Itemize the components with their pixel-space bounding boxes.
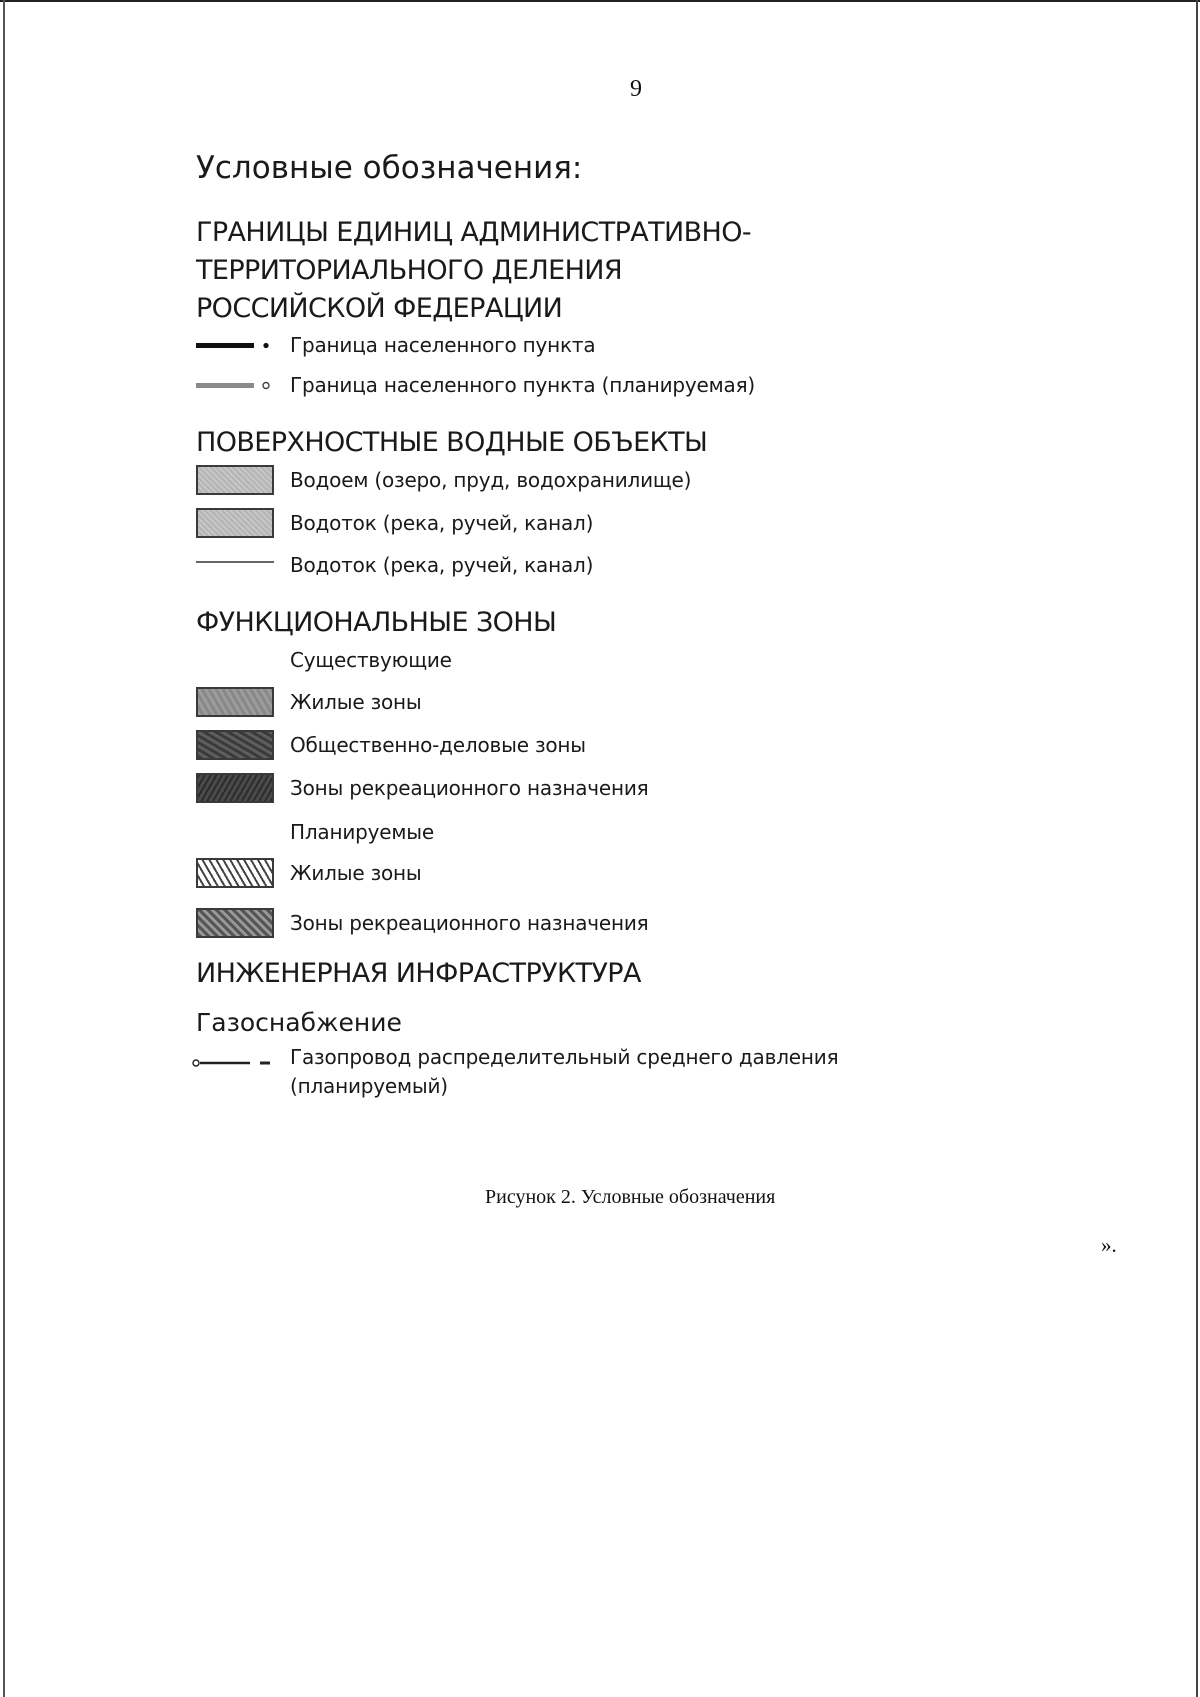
water-heading: ПОВЕРХНОСТНЫЕ ВОДНЫЕ ОБЪЕКТЫ — [196, 427, 708, 458]
recreation-zone-swatch-icon — [196, 773, 274, 803]
existing-zones-subheading: Существующие — [290, 648, 452, 672]
infrastructure-heading: ИНЖЕНЕРНАЯ ИНФРАСТРУКТУРА — [196, 958, 641, 989]
gas-supply-subheading: Газоснабжение — [196, 1008, 402, 1037]
watercourse-line-icon — [194, 556, 276, 568]
scan-top-edge — [0, 0, 1200, 2]
boundaries-heading-line1: ГРАНИЦЫ ЕДИНИЦ АДМИНИСТРАТИВНО- — [196, 217, 752, 248]
reservoir-label: Водоем (озеро, пруд, водохранилище) — [290, 468, 692, 492]
watercourse-line-label: Водоток (река, ручей, канал) — [290, 553, 594, 577]
page-number: 9 — [630, 76, 642, 102]
settlement-boundary-line-icon — [196, 337, 276, 355]
planned-residential-zone-label: Жилые зоны — [290, 861, 422, 885]
public-business-zone-swatch-icon — [196, 730, 274, 760]
planned-residential-zone-swatch-icon — [196, 858, 274, 888]
zones-heading: ФУНКЦИОНАЛЬНЫЕ ЗОНЫ — [196, 607, 557, 638]
recreation-zone-label: Зоны рекреационного назначения — [290, 776, 649, 800]
figure-caption: Рисунок 2. Условные обозначения — [485, 1186, 776, 1208]
gas-pipeline-label-line2: (планируемый) — [290, 1074, 448, 1098]
reservoir-swatch-icon — [196, 465, 274, 495]
planned-settlement-boundary-line-icon — [196, 377, 276, 395]
gas-pipeline-line-icon — [190, 1056, 280, 1070]
residential-zone-label: Жилые зоны — [290, 690, 422, 714]
boundaries-heading-line3: РОССИЙСКОЙ ФЕДЕРАЦИИ — [196, 293, 563, 324]
boundaries-heading-line2: ТЕРРИТОРИАЛЬНОГО ДЕЛЕНИЯ — [196, 255, 623, 286]
gas-pipeline-label-line1: Газопровод распределительный среднего давления — [290, 1045, 839, 1069]
legend-title: Условные обозначения: — [196, 150, 583, 186]
scan-right-edge — [1196, 0, 1198, 1697]
planned-recreation-zone-label: Зоны рекреационного назначения — [290, 911, 649, 935]
planned-recreation-zone-swatch-icon — [196, 908, 274, 938]
watercourse-area-label: Водоток (река, ручей, канал) — [290, 511, 594, 535]
public-business-zone-label: Общественно-деловые зоны — [290, 733, 586, 757]
scan-left-edge — [3, 0, 5, 1697]
watercourse-area-swatch-icon — [196, 508, 274, 538]
settlement-boundary-label: Граница населенного пункта — [290, 333, 596, 357]
closing-quote-mark: ». — [1101, 1233, 1117, 1257]
planned-zones-subheading: Планируемые — [290, 820, 434, 844]
planned-settlement-boundary-label: Граница населенного пункта (планируемая) — [290, 373, 755, 397]
residential-zone-swatch-icon — [196, 687, 274, 717]
